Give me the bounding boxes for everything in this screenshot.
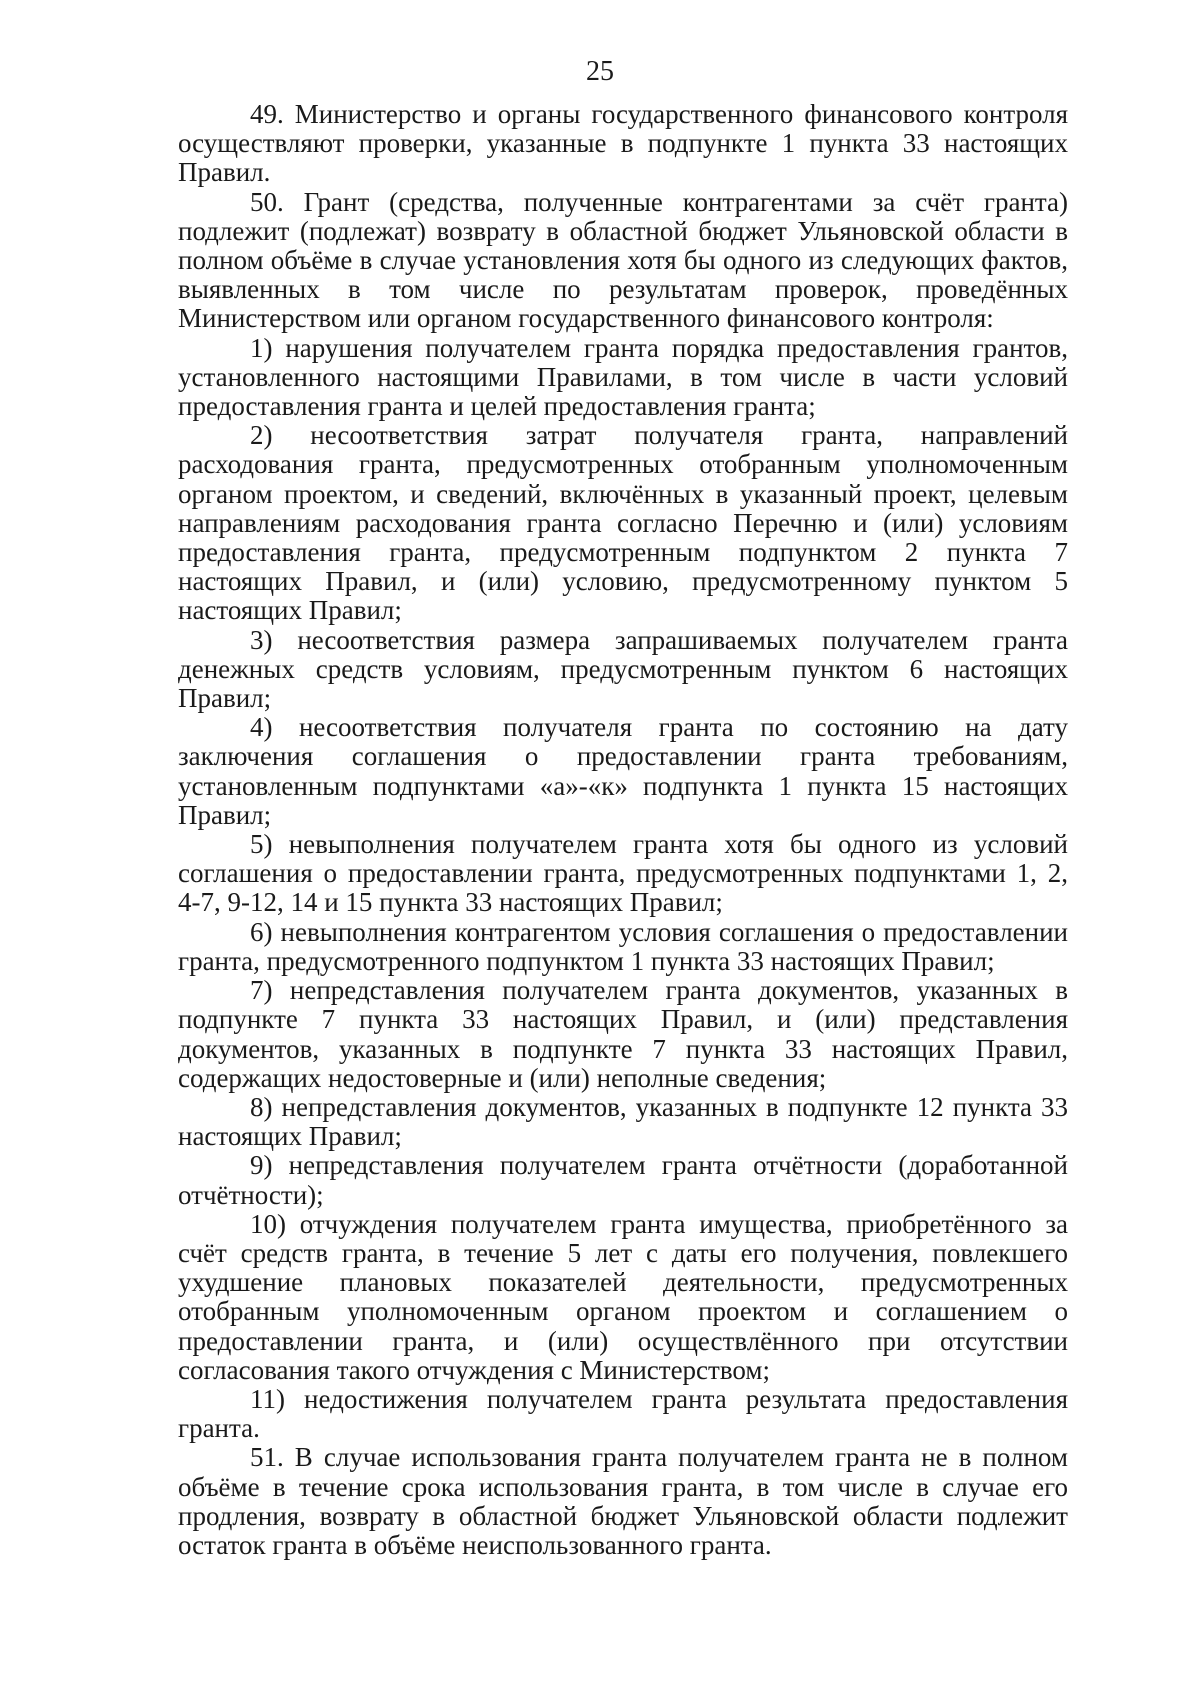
paragraph-50-item-4: 4) несоответствия получателя гранта по состоянию на дату заключения соглашения о предоставлении гранта требованиям, установленным подпунктами «а»-«к» подпункта 1 пункта 15 настоящих Правил;	[178, 712, 1068, 830]
document-body	[178, 100, 1068, 1560]
paragraph-50-item-11: 11) недостижения получателем гранта результата предоставления гранта.	[178, 1383, 1068, 1444]
paragraph-50-item-7: 7) непредставления получателем гранта документов, указанных в подпункте 7 пункта 33 настоящих Правил, и (или) представления документов, указанных в подпункте 7 пункта 33 настоящих Правил, содержащих недостоверные и (или) неполные сведения;	[178, 975, 1068, 1093]
paragraph-50-item-8: 8) непредставления документов, указанных в подпункте 12 пункта 33 настоящих Правил;	[178, 1091, 1068, 1152]
paragraph-50: 50. Грант (средства, полученные контрагентами за счёт гранта) подлежит (подлежат) возврату в областной бюджет Ульяновской области в полном объёме в случае установления хотя бы одного из следующих фактов, выявленных в том числе по результатам проверок, проведённых Министерством или органом государственного финансового контроля:	[178, 186, 1068, 334]
paragraph-49: 49. Министерство и органы государственного финансового контроля осуществляют проверки, указанные в подпункте 1 пункта 33 настоящих Правил.	[178, 99, 1068, 188]
paragraph-50-item-2: 2) несоответствия затрат получателя гранта, направлений расходования гранта, предусмотренных отобранным уполномоченным органом проектом, и сведений, включённых в указанный проект, целевым направлениям расходования гранта согласно Перечню и (или) условиям предоставления гранта, предусмотренным подпунктом 2 пункта 7 настоящих Правил, и (или) условию, предусмотренному пунктом 5 настоящих Правил;	[178, 420, 1068, 626]
paragraph-50-item-10: 10) отчуждения получателем гранта имущества, приобретённого за счёт средств гранта, в течение 5 лет с даты его получения, повлекшего ухудшение плановых показателей деятельности, предусмотренных отобранным уполномоченным органом проектом и соглашением о предоставлении гранта, и (или) осуществлённого при отсутствии согласования такого отчуждения с Министерством;	[178, 1208, 1068, 1385]
page-number: 25	[586, 56, 614, 87]
paragraph-50-item-9: 9) непредставления получателем гранта отчётности (доработанной отчётности);	[178, 1150, 1068, 1210]
paragraph-51: 51. В случае использования гранта получателем гранта не в полном объёме в течение срока использования гранта, в том числе в случае его продления, возврату в областной бюджет Ульяновской области подлежит остаток гранта в объёме неиспользованного гранта.	[178, 1442, 1068, 1560]
paragraph-50-item-3: 3) несоответствия размера запрашиваемых получателем гранта денежных средств условиям, предусмотренным пунктом 6 настоящих Правил;	[178, 624, 1068, 714]
paragraph-50-item-5: 5) невыполнения получателем гранта хотя бы одного из условий соглашения о предоставлении гранта, предусмотренных подпунктами 1, 2, 4-7, 9-12, 14 и 15 пункта 33 настоящих Правил;	[178, 829, 1068, 918]
paragraph-50-item-1: 1) нарушения получателем гранта порядка предоставления грантов, установленного настоящими Правилами, в том числе в части условий предоставления гранта и целей предоставления гранта;	[178, 332, 1068, 422]
paragraph-50-item-6: 6) невыполнения контрагентом условия соглашения о предоставлении гранта, предусмотренного подпунктом 1 пункта 33 настоящих Правил;	[178, 916, 1068, 976]
